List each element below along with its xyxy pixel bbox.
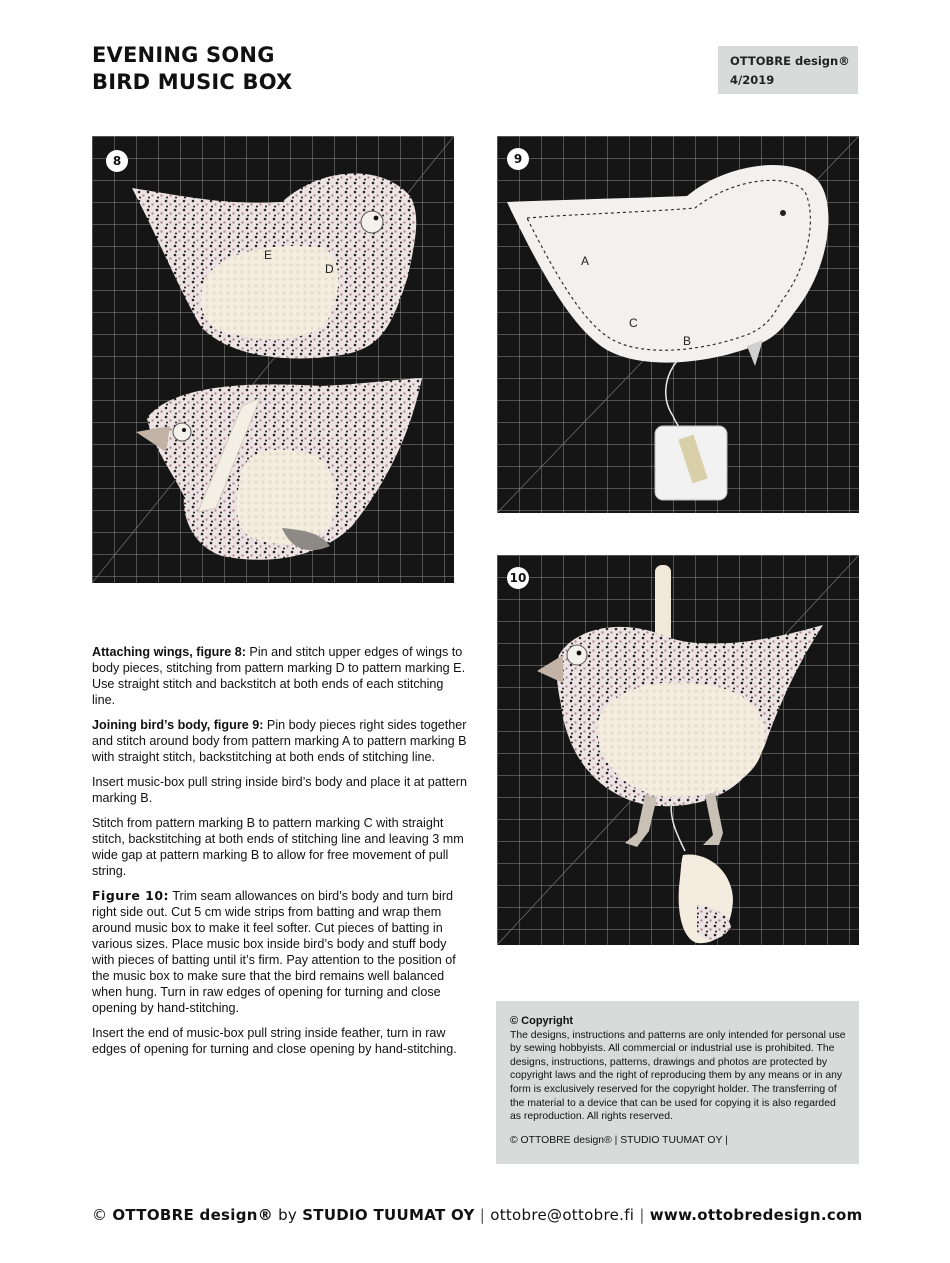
footer-prefix: © bbox=[92, 1206, 113, 1224]
instruction-1-heading: Attaching wings, figure 8: bbox=[92, 645, 246, 659]
figure-9-label-a: A bbox=[581, 254, 590, 268]
figure-10-number: 10 bbox=[507, 567, 529, 589]
figure-9-label-b: B bbox=[683, 334, 692, 348]
footer-website[interactable]: www.ottobredesign.com bbox=[649, 1206, 863, 1224]
figure-8-photo bbox=[92, 136, 454, 583]
figure-8-number: 8 bbox=[106, 150, 128, 172]
figure-9-photo bbox=[497, 136, 859, 513]
copyright-footer: © OTTOBRE design® | STUDIO TUUMAT OY | bbox=[510, 1134, 728, 1146]
copyright-box bbox=[496, 1001, 859, 1164]
instruction-2-text: Pin body pieces right sides together and stitch around body from pattern marking A to pattern marking B with straight stitch, backstitching at both ends of stitching line. bbox=[92, 718, 467, 764]
title-line-2: BIRD MUSIC BOX bbox=[92, 70, 293, 94]
figure-8-label-e: E bbox=[264, 248, 273, 262]
footer-brand: OTTOBRE design® bbox=[112, 1206, 274, 1224]
brand-label: OTTOBRE design® bbox=[730, 54, 850, 68]
figure-10-photo bbox=[497, 555, 859, 945]
figure-9-label-c: C bbox=[629, 316, 638, 330]
page-title bbox=[92, 42, 292, 96]
footer-email[interactable]: ottobre@ottobre.fi bbox=[490, 1206, 635, 1224]
title-line-1: EVENING SONG bbox=[92, 43, 275, 67]
instruction-2-heading: Joining bird’s body, figure 9: bbox=[92, 718, 264, 732]
instruction-paragraph-2 bbox=[92, 717, 470, 765]
figure-9-number: 9 bbox=[507, 148, 529, 170]
figure-8-label-d: D bbox=[325, 262, 334, 276]
instruction-paragraph-3: Insert music-box pull string inside bird’s body and place it at pattern marking B. bbox=[92, 775, 467, 805]
page-footer bbox=[92, 1206, 872, 1224]
instruction-5-heading: Figure 10: bbox=[92, 888, 170, 903]
instructions-text bbox=[92, 644, 470, 1066]
footer-separator-1: | bbox=[474, 1206, 491, 1224]
figure-10-illustration bbox=[497, 555, 859, 945]
copyright-heading: © Copyright bbox=[510, 1015, 574, 1027]
issue-badge bbox=[718, 46, 858, 94]
footer-separator-2: | bbox=[634, 1206, 650, 1224]
figure-8-illustration bbox=[92, 136, 454, 583]
instruction-5-text: Trim seam allowances on bird’s body and turn bird right side out. Cut 5 cm wide strips from batting and wrap them around music box to make it feel softer. Cut pieces of batting in various sizes. Place music box inside bird’s body and stuff body with pieces of batting until it’s firm. Pay attention to the position of the music box to make sure that the bird remains well balanced when hung. Turn in raw edges of opening for turning and close opening by hand-stitching. bbox=[92, 889, 456, 1015]
instruction-paragraph-1 bbox=[92, 644, 470, 708]
footer-by: by bbox=[273, 1206, 303, 1224]
instruction-1-text: Pin and stitch upper edges of wings to body pieces, stitching from pattern marking D to pattern marking E. Use straight stitch and backstitch at both ends of each stitching line. bbox=[92, 645, 466, 707]
issue-label: 4/2019 bbox=[730, 73, 775, 87]
copyright-body: The designs, instructions and patterns are only intended for personal use by sewing hobbyists. All commercial or industrial use is prohibited. The designs, instructions, patterns, drawings and photos are protected by copyright laws and the right of reproducing them by any means or in any form is exclusively reserved for the copyright holder. The transferring of the material to a device that can be used for copying it is also regarded as reproduction. All rights reserved. bbox=[510, 1029, 846, 1123]
instruction-paragraph-6: Insert the end of music-box pull string inside feather, turn in raw edges of opening for turning and close opening by hand-stitching. bbox=[92, 1026, 457, 1056]
instruction-paragraph-4: Stitch from pattern marking B to pattern marking C with straight stitch, backstitching at both ends of stitching line and leaving 3 mm wide gap at pattern marking B to allow for free movement of pull string. bbox=[92, 816, 464, 878]
instruction-paragraph-5 bbox=[92, 888, 470, 1016]
figure-9-illustration bbox=[497, 136, 859, 513]
footer-company: STUDIO TUUMAT OY bbox=[302, 1206, 475, 1224]
